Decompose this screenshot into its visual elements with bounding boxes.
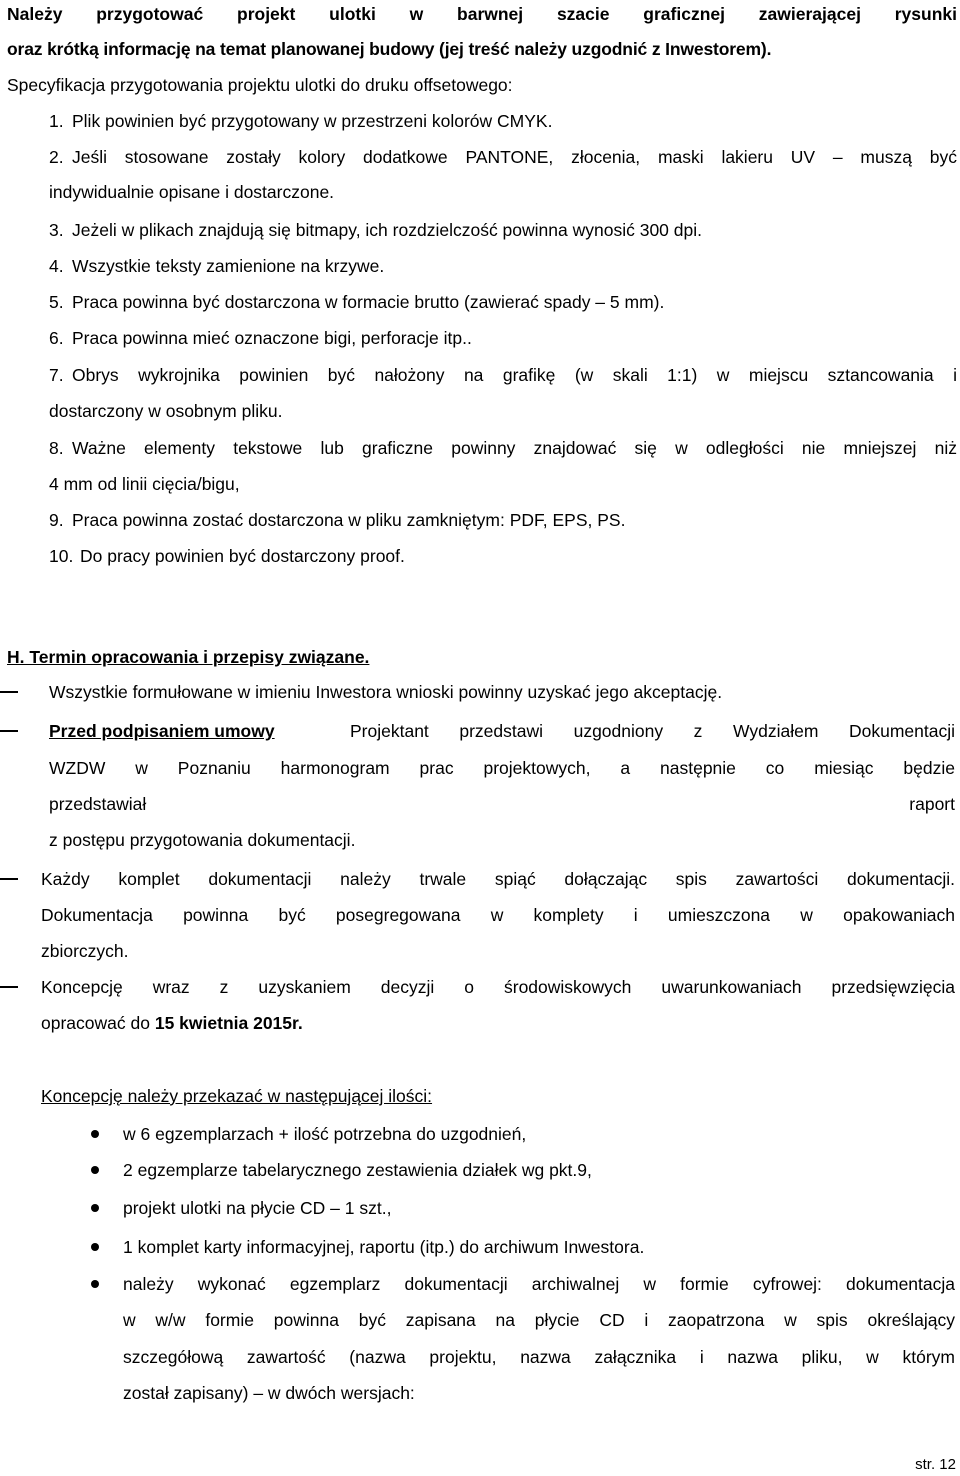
spec-item-4: Wszystkie teksty zamienione na krzywe. [72, 256, 385, 276]
section-h-item-4-line-2 [41, 1012, 303, 1034]
section-h-item-2-line-1 [49, 720, 955, 742]
bullet [91, 1166, 99, 1174]
spec-item-2-line-2: indywidualnie opisane i dostarczone. [49, 182, 335, 202]
section-h-heading: H. Termin opracowania i przepisy związane. [7, 647, 370, 667]
item-2-line-1-rest: Projektant przedstawi uzgodniony z Wydziałem Dokumentacji [350, 721, 955, 741]
quantity-item-1: w 6 egzemplarzach + ilość potrzebna do uzgodnień, [123, 1124, 527, 1144]
bullet [91, 1280, 99, 1288]
quantity-item-5-line-3: szczegółową zawartość (nazwa projektu, nazwa załącznika i nazwa pliku, w którym [123, 1347, 955, 1367]
spec-num: 9. [49, 510, 64, 530]
section-h-item-3-line-2: Dokumentacja powinna być posegregowana w komplety i umieszczona w opakowaniach [41, 905, 955, 925]
dash-marker [0, 691, 18, 693]
section-h-item-1: Wszystkie formułowane w imieniu Inwestora wnioski powinny uzyskać jego akceptację. [49, 682, 723, 702]
spec-item-3: Jeżeli w plikach znajdują się bitmapy, ich rozdzielczość powinna wynosić 300 dpi. [72, 220, 702, 240]
bullet [91, 1243, 99, 1251]
dash-marker [0, 878, 18, 880]
page-number: str. 12 [915, 1456, 956, 1473]
deadline-prefix: opracować do [41, 1013, 150, 1033]
spec-item-1: Plik powinien być przygotowany w przestrzeni kolorów CMYK. [72, 111, 553, 131]
bullet [91, 1204, 99, 1212]
underlined-phrase: Przed podpisaniem umowy [49, 721, 275, 741]
dash-marker [0, 730, 18, 732]
spec-item-7-line-2: dostarczony w osobnym pliku. [49, 401, 283, 421]
quantity-item-4: 1 komplet karty informacyjnej, raportu (itp.) do archiwum Inwestora. [123, 1237, 645, 1257]
spec-item-2-line-1: Jeśli stosowane zostały kolory dodatkowe PANTONE, złocenia, maski lakieru UV – muszą być [72, 147, 957, 167]
spec-item-5: Praca powinna być dostarczona w formacie brutto (zawierać spady – 5 mm). [72, 292, 665, 312]
quantity-item-3: projekt ulotki na płycie CD – 1 szt., [123, 1198, 392, 1218]
section-h-item-4-line-1: Koncepcję wraz z uzyskaniem decyzji o środowiskowych uwarunkowaniach przedsięwzięcia [41, 977, 955, 997]
spec-item-10: Do pracy powinien być dostarczony proof. [80, 546, 405, 566]
quantity-item-5-line-2: w w/w formie powinna być zapisana na płycie CD i zaopatrzona w spis określający [123, 1310, 955, 1330]
spec-num: 8. [49, 438, 64, 458]
section-h-item-2-line-4: z postępu przygotowania dokumentacji. [49, 830, 356, 850]
spec-item-7-line-1: Obrys wykrojnika powinien być nałożony na grafikę (w skali 1:1) w miejscu sztancowania i [72, 365, 957, 385]
section-h-item-3-line-3: zbiorczych. [41, 941, 129, 961]
spec-num: 2. [49, 147, 64, 167]
spec-num: 10. [49, 546, 74, 566]
section-h-item-2-line-3-right: raport [909, 794, 955, 814]
spec-num: 3. [49, 220, 64, 240]
quantity-item-5-line-4: został zapisany) – w dwóch wersjach: [123, 1383, 415, 1403]
quantity-heading: Koncepcję należy przekazać w następującej ilości: [41, 1086, 433, 1106]
spec-num: 4. [49, 256, 64, 276]
spec-num: 1. [49, 111, 64, 131]
quantity-item-5-line-1: należy wykonać egzemplarz dokumentacji archiwalnej w formie cyfrowej: dokumentacja [123, 1274, 955, 1294]
spec-num: 6. [49, 328, 64, 348]
section-h-item-3-line-1: Każdy komplet dokumentacji należy trwale spiąć dołączając spis zawartości dokumentacji. [41, 869, 955, 889]
spec-num: 5. [49, 292, 64, 312]
quantity-item-2: 2 egzemplarze tabelarycznego zestawienia działek wg pkt.9, [123, 1160, 592, 1180]
section-h-item-2-line-2: WZDW w Poznaniu harmonogram prac projektowych, a następnie co miesiąc będzie [49, 758, 955, 778]
dash-marker [0, 986, 18, 988]
spec-item-8-line-2: 4 mm od linii cięcia/bigu, [49, 474, 240, 494]
spec-item-6: Praca powinna mieć oznaczone bigi, perforacje itp.. [72, 328, 472, 348]
spec-item-8-line-1: Ważne elementy tekstowe lub graficzne powinny znajdować się w odległości nie mniejszej niż [72, 438, 957, 458]
spec-item-9: Praca powinna zostać dostarczona w pliku zamkniętym: PDF, EPS, PS. [72, 510, 626, 530]
intro-line-2: oraz krótką informację na temat planowanej budowy (jej treść należy uzgodnić z Inwestorem). [7, 39, 772, 59]
intro-line-1: Należy przygotować projekt ulotki w barwnej szacie graficznej zawierającej rysunki [7, 4, 957, 24]
bullet [91, 1130, 99, 1138]
spec-num: 7. [49, 365, 64, 385]
deadline-date: 15 kwietnia 2015r. [154, 1013, 303, 1033]
spec-heading: Specyfikacja przygotowania projektu ulotki do druku offsetowego: [7, 75, 513, 95]
section-h-item-2-line-3-left: przedstawiał [49, 794, 147, 814]
